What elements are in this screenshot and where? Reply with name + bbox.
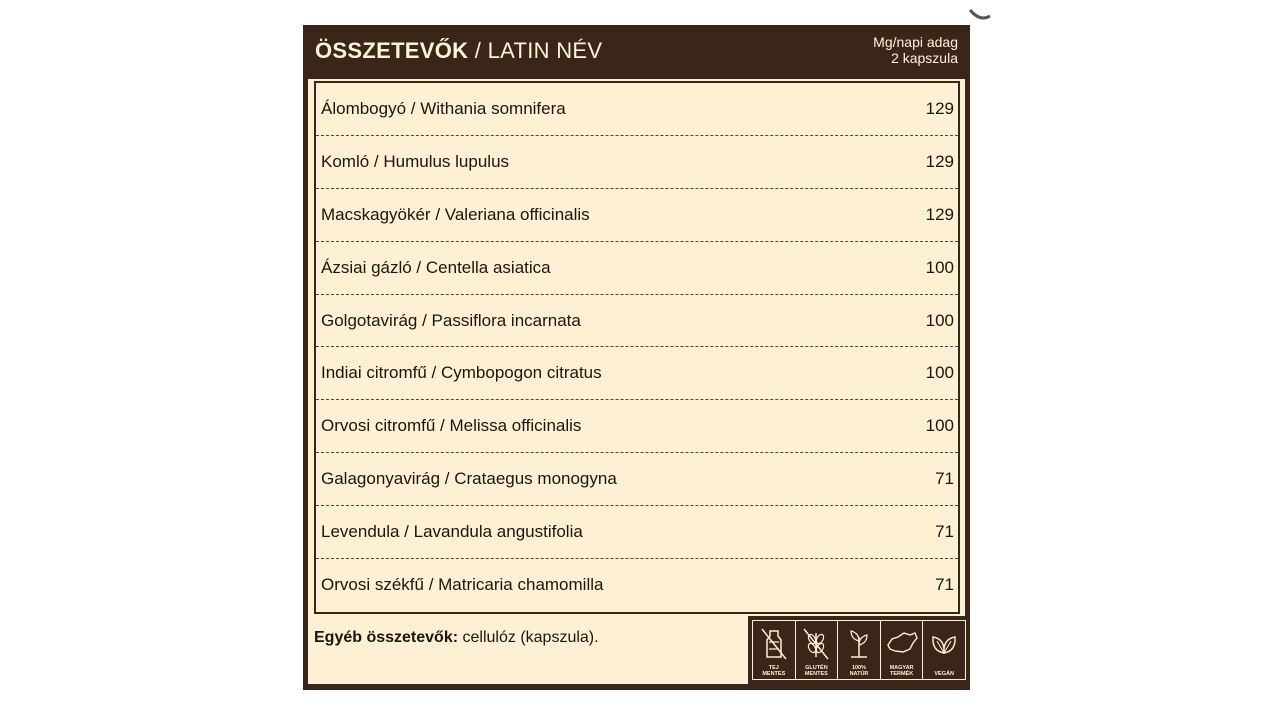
ingredient-amount: 100 — [925, 310, 954, 330]
natural-plant-icon — [845, 627, 873, 661]
ingredient-row — [316, 242, 958, 295]
ingredient-amount: 129 — [925, 98, 954, 118]
ingredient-row — [316, 400, 958, 453]
badge-label-line2: MENTES — [804, 671, 828, 677]
corner-fragment-icon — [968, 8, 992, 24]
ingredient-name: Komló / Humulus lupulus — [321, 151, 510, 171]
ingredient-name: Macskagyökér / Valeriana officinalis — [321, 204, 590, 224]
ingredient-name: Golgotavirág / Passiflora incarnata — [321, 310, 581, 330]
ingredient-name: Ázsiai gázló / Centella asiatica — [321, 257, 551, 277]
table-header — [303, 25, 970, 79]
ingredient-row — [316, 83, 958, 136]
other-ingredients-text: cellulóz (kapszula). — [458, 629, 599, 646]
dosage-header-line1: Mg/napi adag — [873, 34, 958, 50]
other-ingredients-label: Egyéb összetevők: — [314, 629, 459, 646]
ingredient-amount: 71 — [935, 575, 954, 595]
ingredient-name: Orvosi citromfű / Melissa officinalis — [321, 416, 582, 436]
ingredient-name: Álombogyó / Withania somnifera — [321, 98, 566, 118]
other-ingredients — [314, 629, 599, 647]
badge-label-line2: NATÚR — [849, 671, 869, 677]
badge-label-line1: VEGÁN — [934, 671, 954, 677]
badge-label-line1: GLUTÉN — [805, 665, 828, 671]
badge-milk-free — [753, 621, 796, 679]
ingredient-row — [316, 506, 958, 559]
badge-label-line2: MENTES — [762, 671, 786, 677]
vegan-leaf-icon — [929, 627, 959, 661]
badge-label-line2: TERMÉK — [889, 671, 914, 677]
ingredient-name: Levendula / Lavandula angustifolia — [321, 522, 583, 542]
ingredient-row — [316, 559, 958, 612]
badge-natural — [838, 621, 881, 679]
ingredient-amount: 71 — [935, 469, 954, 489]
ingredient-row — [316, 453, 958, 506]
dosage-header-line2: 2 kapszula — [891, 50, 958, 66]
ingredient-amount: 129 — [925, 204, 954, 224]
badge-label-line1: MAGYAR — [889, 665, 914, 671]
ingredient-row — [316, 189, 958, 242]
gluten-free-icon — [802, 627, 830, 661]
badge-label-line1: TEJ — [768, 665, 779, 671]
ingredients-table — [314, 81, 960, 614]
badge-label-line1: 100% — [851, 665, 867, 671]
header-title-bold: ÖSSZETEVŐK — [315, 38, 469, 63]
badge-hungarian — [881, 621, 924, 679]
ingredients-card — [303, 25, 970, 690]
card-body — [308, 79, 965, 684]
ingredient-row — [316, 347, 958, 400]
ingredient-name: Orvosi székfű / Matricaria chamomilla — [321, 575, 604, 595]
ingredient-row — [316, 295, 958, 348]
certification-badges — [748, 616, 970, 684]
header-title — [315, 38, 602, 64]
ingredient-amount: 100 — [925, 257, 954, 277]
header-title-light: / LATIN NÉV — [468, 38, 603, 63]
ingredient-name: Indiai citromfű / Cymbopogon citratus — [321, 363, 602, 383]
ingredient-amount: 71 — [935, 522, 954, 542]
hungary-map-icon — [885, 627, 919, 661]
ingredient-amount: 100 — [925, 363, 954, 383]
badge-gluten-free — [796, 621, 839, 679]
ingredient-name: Galagonyavirág / Crataegus monogyna — [321, 469, 617, 489]
ingredient-amount: 129 — [925, 151, 954, 171]
ingredient-amount: 100 — [925, 416, 954, 436]
dosage-header — [873, 34, 958, 66]
ingredient-row — [316, 136, 958, 189]
badge-vegan — [923, 621, 965, 679]
milk-free-icon — [760, 627, 788, 661]
